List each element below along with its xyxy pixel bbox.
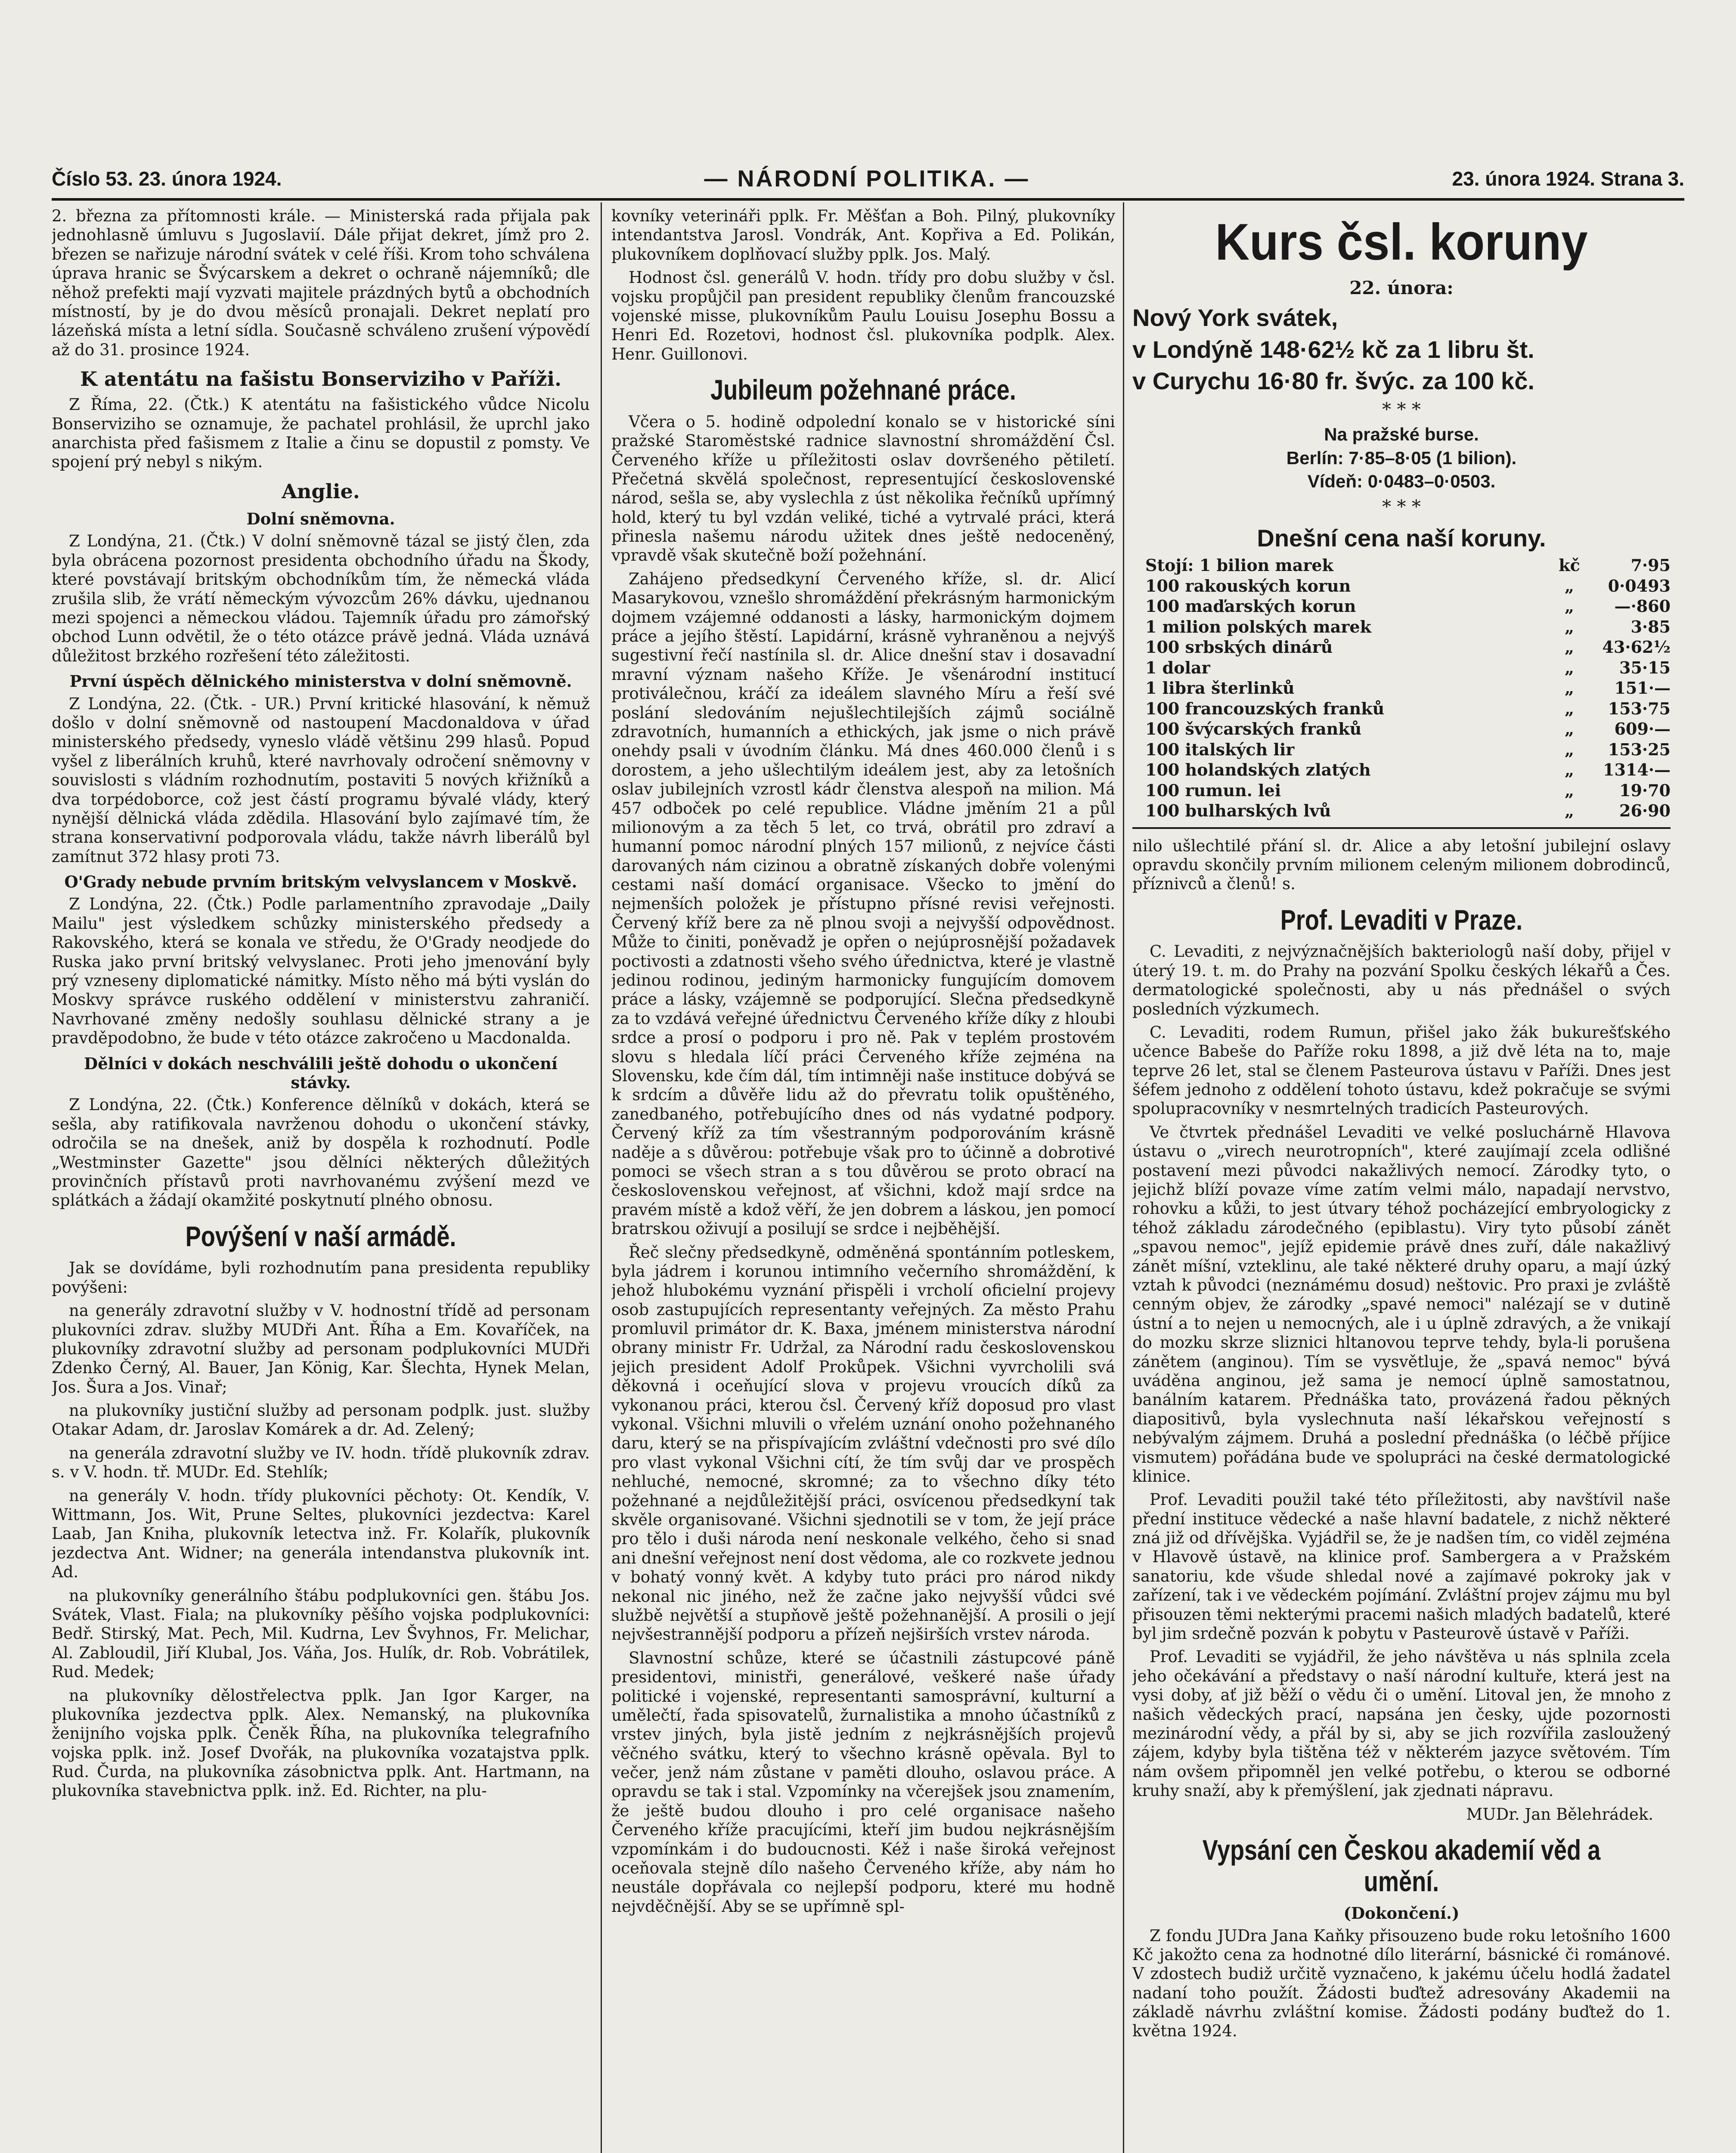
rate-value: —·860	[1614, 596, 1671, 616]
rate-row	[1132, 637, 1671, 658]
subheadline-uspech: První úspěch dělnického ministerstva v dolní sněmovně.	[69, 672, 572, 691]
article-text: na plukovníky justiční služby ad personam podplk. just. služby Otakar Adam, dr. Jaroslav Komárek a dr. Ad. Zelený;	[52, 1401, 590, 1439]
kurs-headline: Kurs čsl. koruny	[1215, 213, 1588, 271]
headline-jubileum: Jubileum požehnané práce.	[710, 374, 1016, 406]
rate-value: 153·25	[1608, 739, 1671, 759]
separator-stars: * * *	[1382, 496, 1421, 517]
rate-value: 26·90	[1619, 801, 1671, 821]
rate-row	[1132, 800, 1671, 821]
rate-value: 1314·—	[1603, 760, 1671, 780]
article-text: Z fondu JUDra Jana Kaňky přisouzeno bude roku letošního 1600 Kč jakožto cena za hodnotné dílo literární, básnické či románové. V zdostech budiž určitě vyznačeno, k jakému účelu hodlá žadatel nadaní toho použít. Žádosti buďtež adresovány Akademii na základě návrhu zvláštní komise. Žádosti podány buďtež do 1. května 1924.	[1132, 1926, 1671, 2041]
kurs-zurich: v Curychu 16·80 fr. švýc. za 100 kč.	[1132, 367, 1534, 394]
rate-row	[1132, 617, 1671, 637]
headline-fasista: K atentátu na fašistu Bonserviziho v Paříži.	[80, 367, 561, 391]
rate-unit: „	[1565, 637, 1574, 657]
author-signature: MUDr. Jan Bělehrádek.	[1466, 1805, 1653, 1824]
subheadline-ogrady: O'Grady nebude prvním britským velvyslancem v Moskvě.	[64, 872, 577, 892]
rate-label: 100 francouzských franků	[1145, 698, 1385, 718]
subheadline-dokonceni: (Dokončení.)	[1343, 1904, 1460, 1923]
kurs-date: 22. února:	[1349, 277, 1454, 298]
article-text: Z Londýna, 22. (Čtk. - UR.) První kritické hlasování, k němuž došlo v dolní sněmovně od nastoupení Macdonaldova v úřad ministerského předsedy, vyneslo vládě většinu 299 hlasů. Popud vyšel z liberálních kruhů, které navrhovaly odročení sněmovny v souvislosti s vládním rozhodnutím, postaviti 5 nových křižníků a dva torpédoborce, což jest částí programu bývalé vlády, který nynější dělnická vláda zdědila. Hlasování bylo zajímavé tím, že strana konservativní podporovala vládu, takže návrh liberálů byl zamítnut 372 hlasy proti 73.	[52, 694, 590, 866]
masthead: — NÁRODNÍ POLITIKA. —	[704, 166, 1030, 192]
rate-row	[1132, 739, 1671, 760]
article-text: Zahájeno předsedkyní Červeného kříže, sl. dr. Alicí Masarykovou, vznešlo shromáždění překrásným harmonickým dojmem vzájemné oddanosti a lásky, harmonickým dojmem práce a jejího štěstí. Lapidární, krásně vyhraněnou a nejvýš sugestivní řečí nastínila sl. dr. Alice dnešní stav i dosavadní mravní význam našeho Kříže. Je všenárodní institucí protiválečnou, kráčí za ideálem slavného Míru a řeší své poslání sledováním nejušlechtilejších zájmů sociálně zdravotních, humanních a ethických, jak jsme o nich právě onehdy psali v úvodním článku. Má dnes 460.000 členů i s dorostem, a jeho ušlechtilým ideálem jest, aby za letošních oslav jubilejních vzrostl kádr členstva alespoň na milion. Má 457 odboček po celé republice. Vládne jměním 21 a půl milionovým a za těch 5 let, co trvá, obrátil pro zdraví a humanní pomoc národní plných 157 milionů, z nejvíce části darovaných nám cizinou a obratně získaných dobře volenými cestami naší domácí organisace. Všecko to jmění do nejmenších položek je přístupno přísné revisi veřejnosti. Červený kříž bere za ně plnou svoji a nejvyšší odpovědnost. Může to činiti, poněvadž je opřen o nejúprosnější požadavek poctivosti a zdatnosti všeho svého úřednictva, které je vlastně jedinou rodinou, jediným harmonicky fungujícím domovem práce a lásky, vzájemně se podporující. Slečna předsedkyně za to vzdává veřejné úřednictvu Červeného kříže díky z hloubi srdce a prosí o podporu i pro ně. Pak v teplém prostovém slovu s hledala líčí práci Červeného kříže zejména na Slovensku, kde čím dál, tím intimněji naše instituce dobývá se k srdcím a důvěře lidu až do převratu tolik opuštěného, zanedbaného, potřebujícího dnes od nás vydatné podpory. Červený kříž za tím všestranným podporováním krásně naděje a s důvěrou: potřebuje však pro to účinně a dobrotivé pomoci se všech stran a s tou důvěrou se proto obrací na československou veřejnost, ať všichni, kdož mají srdce na pravém místě a kdož věří, že jen dobrem a láskou, jen pomocí bratrskou oživují a posilují se srdce i nejběhější.	[611, 569, 1115, 1238]
article-text: na plukovníky generálního štábu podplukovníci gen. štábu Jos. Svátek, Vlast. Fiala; na plukovníky pěšího vojska podplukovníci: Bedř. Stirský, Mat. Pech, Mil. Kudrna, Lev Švyhnos, Fr. Melichar, Al. Zabloudil, Jiří Klubal, Jos. Váňa, Jos. Hulík, dr. Rob. Vobrátilek, Rud. Medek;	[52, 1586, 590, 1681]
burse-title: Na pražské burse.	[1324, 424, 1479, 445]
rate-value: 151·—	[1614, 678, 1671, 698]
rate-unit: „	[1565, 719, 1574, 739]
article-text: Z Říma, 22. (Čtk.) K atentátu na fašistického vůdce Nicolu Bonserviziho se oznamuje, že pachatel prohlásil, že uprchl jako anarchista před fašismem z Italie a činu se dopustil z pomsty. Ve spojení prý nebyl s nikým.	[52, 395, 590, 472]
rate-unit: „	[1565, 678, 1574, 698]
page-number: 23. února 1924. Strana 3.	[1452, 168, 1684, 190]
column-1	[52, 207, 590, 2153]
article-text: Ve čtvrtek přednášel Levaditi ve velké posluchárně Hlavova ústavu o „virech neurotropních", které zaujímají zcela odlišné postavení mezi původci nakažlivých nemocí. Zárodky tyto, o jejichž blíží povaze víme zatím velmi málo, napadají nervstvo, rohovku a kůži, to jest útvary téhož pocházející embryologicky z téhož základu zárodečného (epiblastu). Viry tyto působí zánět „spavou nemoc", jejíž epidemie právě dnes zuří, dále nakažlivý zánět míšní, vzteklinu, ale také některé druhy oparu, a mají úzký vztah k původci (neznámému dosud) neštovic. Pro praxi je zvláště cenným objev, že zárodky „spavé nemoci" nalézají se v dutině ústní a to nejen u nemocných, ale i u úplně zdravých, a že vnikají do mozku skrze sliznici hltanovou teprve tehdy, byla-li porušena zánětem (anginou). Tím se vysvětluje, že „spavá nemoc" bývá uváděna anginou, jež sama je nemocí úplně samostatnou, banálním katarem. Přednáška tato, provázená řadou pěkných diapositivů, byla vyslechnuta naší lékařskou veřejností s nebývalým zájmem. Druhá a poslední přednáška (o léčbě příjice vismutem) pořádána bude ve spolupráci na české dermatologické klinice.	[1132, 1123, 1671, 1486]
rate-label: 1 milion polských marek	[1145, 617, 1371, 636]
rate-unit: „	[1565, 739, 1574, 759]
article-text: C. Levaditi, rodem Rumun, přišel jako žák bukurešťského učence Babeše do Paříže roku 1898, a již dvě léta na to, maje teprve 26 let, stal se členem Pasteurova ústavu v Paříži. Dnes jest šéfem jednoho z oddělení tohoto ústavu, kdež pokračuje se svými spolupracovníky v nesmrtelných tradicích Pasteurových.	[1132, 1023, 1671, 1118]
rate-label: 1 libra šterlinků	[1145, 678, 1295, 698]
article-text: Hodnost čsl. generálů V. hodn. třídy pro dobu služby v čsl. vojsku propůjčil pan president republiky členům francouzské vojenské misse, plukovníkům Paulu Louisu Josephu Bossu a Henri Ed. Rozetovi, hodnost čsl. plukovníka podplk. Alex. Henr. Guillonovi.	[611, 268, 1115, 363]
rate-row	[1132, 678, 1671, 698]
page-header	[52, 159, 1684, 201]
rate-value: 43·62½	[1602, 637, 1671, 657]
article-text: Řeč slečny předsedkyně, odměněná spontánním potleskem, byla jádrem i korunou intimního večerního shromáždění, k jehož hlubokému vyznání přispěli i vrcholí oficielní projevy osob zastupujících representanty veřejných. Za město Prahu promluvil primátor dr. K. Baxa, jménem ministerstva národní obrany ministr Fr. Udržal, za Národní radu československou jejich president Adolf Prokůpek. Všichni vyvrcholili svá děkovná i oceňující slova v projevu vroucích díků za vykonanou práci, kterou čsl. Červený kříž doposud pro vlast vykonal. Všichni mluvili o vřelém uznání onoho požehnaného daru, který se na přispívajícím zvláštní vdečnosti pro své dílo pro vlast vykonal Všichni cítí, že tím svůj dar ve prospěch nehluché, nemocné, skromné; za to všechno díky této požehnané a nejdůležitější práci, osvícenou předsedkyní tak skvěle organisované. Všichni sjednotili se v tom, že její práce pro tělo i duši národa není neskonale velkého, čeho si snad ani dnešní veřejnost není dost vědoma, ale co rozkvete jednou v bohatý vonný květ. A kdyby tuto práci pro národ nikdy nekonal nic jiného, než že začne jako nejvyšší vůdci své službě největší a stupňově ještě požehnanější. A prosili o její nejvšestrannější podporu a přízeň nejširších vrstev národa.	[611, 1243, 1115, 1644]
rate-label: 100 italských lir	[1145, 739, 1295, 759]
rate-unit: „	[1565, 658, 1574, 677]
kurs-london: v Londýně 148·62½ kč za 1 libru št.	[1132, 335, 1534, 363]
rate-value: 153·75	[1608, 698, 1671, 718]
subheadline-snemovna: Dolní sněmovna.	[246, 509, 395, 529]
rate-unit: „	[1565, 576, 1574, 596]
article-text: 2. března za přítomnosti krále. — Ministerská rada přijala pak jednohlasně úmluvu s Jugoslavií. Dále přijat dekret, jímž pro 2. březen se nařizuje národní svátek v celé říši. Krom toho schválena úprava hranic se Švýcarskem a dekret o ochraně nájemníků; dle něhož prefekti mají vyzvati majitele prázdných bytů a obchodních místností, by je do dvou měsíců pronajali. Dekret neplatí pro lázeňská místa a letní sídla. Současně schváleno zrušení výpovědí až do 31. prosince 1924.	[52, 207, 590, 359]
kurs-newyork: Nový York svátek,	[1132, 304, 1338, 332]
headline-levaditi: Prof. Levaditi v Praze.	[1280, 903, 1523, 936]
article-text: kovníky veterináři pplk. Fr. Měšťan a Boh. Pilný, plukovníky intendantstva Jarosl. Vondrák, Ant. Kopřiva a Ed. Polikán, plukovníkem doplňovací služby pplk. Jos. Malý.	[611, 207, 1115, 264]
article-text: Jak se dovídáme, byli rozhodnutím pana presidenta republiky povýšeni:	[52, 1259, 590, 1297]
rate-row	[1132, 658, 1671, 678]
article-text: Z Londýna, 22. (Čtk.) Konference dělníků v dokách, která se sešla, aby ratifikovala navrženou dohodu o ukončení stávky, odročila se na dnešek, aniž by dospěla k rozhodnutí. Podle „Westminster Gazette" jsou dělníci některých důležitých provinčních přístavů proti navrhovanému zvýšení mezd ve splátkách a žádají okamžité poskytnutí plného obnosu.	[52, 1095, 590, 1210]
column-3	[1132, 207, 1671, 2153]
rate-label: 100 holandských zlatých	[1145, 760, 1371, 780]
rate-row	[1132, 596, 1671, 617]
rate-row	[1132, 719, 1671, 739]
rate-label: Stojí: 1 bilion marek	[1145, 555, 1333, 575]
article-text: Z Londýna, 21. (Čtk.) V dolní sněmovně tázal se jistý člen, zda byla obrácena pozornost presidenta obchodního úřadu na Škody, které povstávají britským obchodníkům tím, že německá vláda zrušila slib, že vrátí německým vývozcům 26% dávku, ujednanou mezi spojenci a německou vládou. Tajemník úřadu pro zámořský obchod Lunn odvětil, že o této otázce právě jedná. Vláda uznává důležitost brzkého rozřešení této záležitosti.	[52, 532, 590, 665]
burse-viden: Vídeň: 0·0483–0·0503.	[1307, 471, 1496, 492]
rate-row	[1132, 576, 1671, 596]
article-text: Slavnostní schůze, které se účastnili zástupcové páně presidentovi, ministři, generálové, veškeré naše úřady politické i vojenské, representanti samosprávní, kulturní a umělečtí, řada spisovatelů, žurnalistika a mnoho účastníků z vrstev jiných, byla jistě jedním z nejkrásnějších projevů věčného svátku, který to všechno krásně opěvala. Byl to večer, jenž nám zůstane v paměti dlouho, oslavou práce. A opravdu se tak i stal. Vzpomínky na včerejšek jsou znamením, že ještě budou dlouho i pro celé organisace našeho Červeného kříže pracujícími, kteří jim budou nejkrásnějším vzpomínkám i do budoucnosti. Kéž i naše široká veřejnost oceňovala stejně dílo našeho Červeného kříže, aby nám ho neustále dopřávala co nejlepší podporu, které mu hodně nejvděčnější. Aby se se upřímně spl-	[611, 1648, 1115, 1916]
rate-label: 100 švýcarských franků	[1145, 719, 1362, 739]
headline-vypsani: Vypsání cen Českou akademií věd a umění.	[1202, 1833, 1601, 1897]
rate-unit: kč	[1559, 555, 1580, 575]
rate-label: 100 bulharských lvů	[1145, 801, 1331, 821]
subheadline-delnici: Dělníci v dokách neschválili ještě dohodu o ukončení stávky.	[84, 1054, 558, 1092]
article-text: na generály V. hodn. třídy plukovníci pěchoty: Ot. Kendík, V. Wittmann, Jos. Wit, Prune Seltes, plukovníci jezdectva: Karel Laab, Jan Kniha, plukovník letectva inž. Fr. Kolařík, plukovník jezdectva Ant. Widner; na generála intendanstva plukovník int. Ad.	[52, 1486, 590, 1582]
rate-value: 7·95	[1631, 555, 1671, 575]
article-text: Z Londýna, 22. (Čtk.) Podle parlamentního zpravodaje „Daily Mailu" jest výsledkem schůzky ministerského předsedy a Rakovského, která se konala ve středu, že O'Grady neodjede do Ruska jako první britský velvyslanec. Proti jeho jmenování byly prý vzneseny diplomatické námitky. Místo něho má býti vyslán do Moskvy správce ruského oddělení v ministerstvu zahraničí. Navrhované změny nedošly souhlasu dělnické strany a je pravděpodobno, že bude v této otázce zakročeno u Macdonalda.	[52, 895, 590, 1048]
rate-label: 100 srbských dinárů	[1145, 637, 1333, 657]
article-text: na generály zdravotní služby v V. hodnostní třídě ad personam plukovníci zdrav. služby MUDři Ant. Říha a Em. Kovaříček, na plukovníky zdravotní služby ad personam podplukovníci MUDři Zdenko Černý, Al. Bauer, Jan König, Kar. Šlechta, Hynek Melan, Jos. Šura a Jos. Vinař;	[52, 1301, 590, 1396]
rate-row	[1132, 555, 1671, 576]
column-divider	[601, 202, 602, 2153]
column-divider	[1123, 202, 1124, 2153]
article-text: Prof. Levaditi použil také této příležitosti, aby navštívil naše přední instituce vědecké a naše hlavní badatele, z nichž některé zná již od dřívějška. Vyjádřil se, že je nadšen tím, co viděl zejména v Hlavově ústavě, na klinice prof. Sambergera a v Pražském sanatoriu, kde všude shledal nové a zajímavé pokroky jak v zařízení, tak i ve vědeckém pojímání. Zvláštní projev zájmu mu byl přisouzen těmi nekterými pracemi našich mladých badatelů, které byl jim srdečně pozván k pobytu v Pasteurově ústavě v Paříži.	[1132, 1490, 1671, 1643]
rates-table	[1132, 555, 1671, 829]
rate-label: 1 dolar	[1145, 658, 1210, 677]
cena-headline: Dnešní cena naší koruny.	[1257, 524, 1546, 552]
rate-unit: „	[1565, 780, 1574, 800]
rate-unit: „	[1565, 801, 1574, 821]
rate-label: 100 rakouských korun	[1145, 576, 1351, 596]
rate-value: 3·85	[1631, 617, 1671, 636]
rate-value: 0·0493	[1608, 576, 1671, 596]
burse-berlin: Berlín: 7·85–8·05 (1 bilion).	[1286, 447, 1517, 468]
rate-row	[1132, 780, 1671, 801]
rate-unit: „	[1565, 698, 1574, 718]
headline-povyseni: Povýšení v naší armádě.	[185, 1220, 456, 1252]
issue-number: Číslo 53. 23. února 1924.	[52, 168, 282, 190]
rate-value: 609·—	[1614, 719, 1671, 739]
rate-row	[1132, 760, 1671, 780]
rate-value: 35·15	[1619, 658, 1671, 677]
separator-stars: * * *	[1382, 398, 1421, 420]
article-text: nilo ušlechtilé přání sl. dr. Alice a aby letošní jubilejní oslavy opravdu skončily prvním milionem celeným milionem dobrodinců, příznivců a členů! s.	[1132, 836, 1671, 893]
article-text: C. Levaditi, z nejvýznačnějších bakteriologů naší doby, přijel v úterý 19. t. m. do Prahy na pozvání Spolku českých lékařů a Čes. dermatologické společnosti, aby u nás přednášel o svých posledních výzkumech.	[1132, 942, 1671, 1018]
rate-unit: „	[1565, 596, 1574, 616]
rate-label: 100 maďarských korun	[1145, 596, 1356, 616]
column-2	[611, 207, 1115, 2153]
article-text: na plukovníky dělostřelectva pplk. Jan Igor Karger, na plukovníka jezdectva pplk. Alex. Nemanský, na plukovníka ženijního vojska pplk. Čeněk Říha, na plukovníka telegrafního vojska pplk. inž. Josef Dvořák, na plukovníka vozatajstva pplk. Rud. Čurda, na plukovníka zásobnictva pplk. Ant. Hartmann, na plukovníka stavebnictva pplk. inž. Ed. Richter, na plu-	[52, 1686, 590, 1800]
rate-row	[1132, 698, 1671, 719]
rate-value: 19·70	[1619, 780, 1671, 800]
article-text: Včera o 5. hodině odpolední konalo se v historické síni pražské Staroměstské radnice slavnostní shromáždění Čsl. Červeného kříže u příležitosti oslav dovršeného pětiletí. Přečetná skvělá společnost, representující československé národ, sešla se, aby vyslechla z úst několika řečníků upřímný hold, který tu byl vzdán veliké, tiché a vytrvalé práci, která přinesla našemu národu užitek dnes ještě nedoceněný, vpravdě však skutečně boží požehnání.	[611, 412, 1115, 565]
rate-unit: „	[1565, 617, 1574, 636]
rate-unit: „	[1565, 760, 1574, 780]
headline-anglie: Anglie.	[282, 479, 360, 503]
rate-label: 100 rumun. lei	[1145, 780, 1281, 800]
article-text: Prof. Levaditi se vyjádřil, že jeho návštěva u nás splnila zcela jeho očekávání a představy o naší národní kultuře, která jest na vysi doby, ať již běží o vědu či o umění. Litoval jen, že mnoho z našich vědeckých prací, napsána jen česky, ujde pozornosti mezinárodní vědy, a přál by si, aby se jich rozvířila zasloužený zájem, kdyby byla tištěna též v některém jazyce světovém. Tím nám ovšem připomněl jen velké potřebu, o kterou se odborné kruhy snaží, aby k přemýšlení, jak zjednati nápravu.	[1132, 1647, 1671, 1800]
article-text: na generála zdravotní služby ve IV. hodn. třídě plukovník zdrav. s. v V. hodn. tř. MUDr. Ed. Stehlík;	[52, 1443, 590, 1482]
